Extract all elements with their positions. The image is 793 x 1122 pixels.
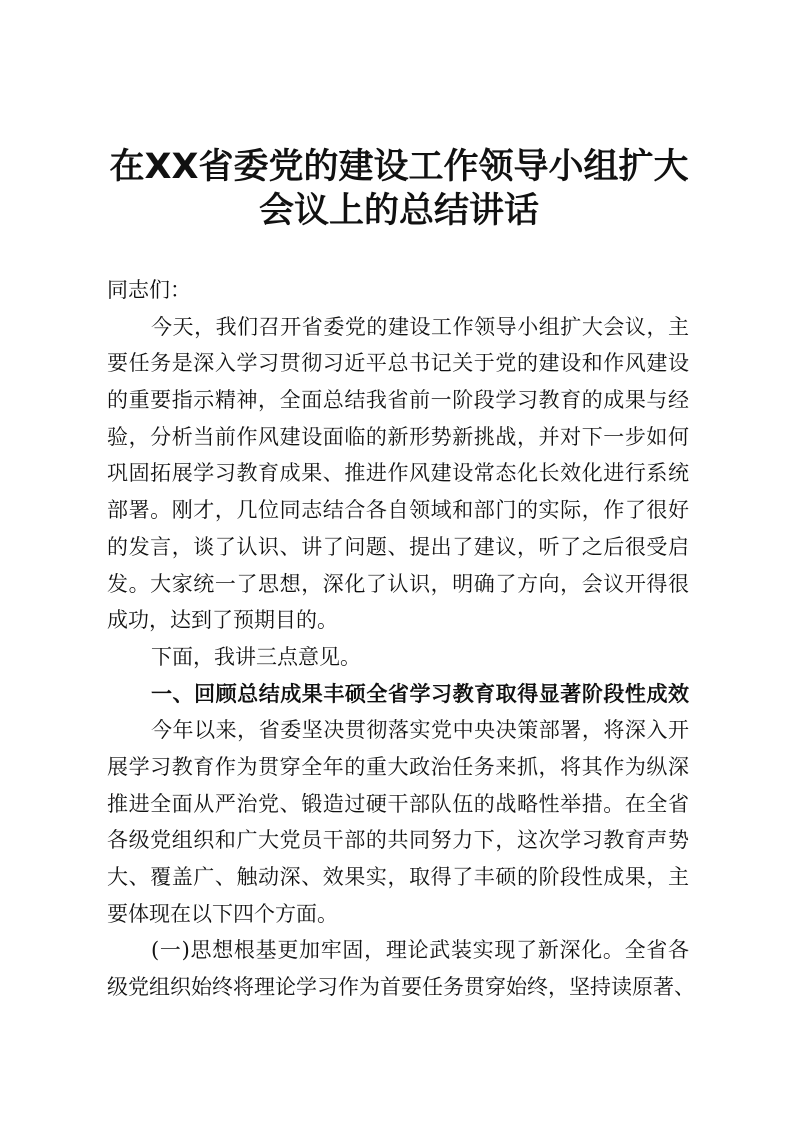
- paragraph-line: 发。大家统一了思想，深化了认识，明确了方向，会议开得很: [107, 571, 689, 596]
- paragraph-line: 各级党组织和广大党员干部的共同努力下，这次学习教育声势: [107, 828, 689, 853]
- paragraph-line: 要体现在以下四个方面。: [107, 901, 338, 926]
- paragraph-line: 的重要指示精神，全面总结我省前一阶段学习教育的成果与经: [107, 388, 689, 413]
- paragraph-line: 成功，达到了预期目的。: [107, 608, 338, 633]
- section-heading: 一、回顾总结成果丰硕全省学习教育取得显著阶段性成效: [151, 680, 689, 706]
- paragraph-line: 部署。刚才，几位同志结合各自领域和部门的实际，作了很好: [107, 498, 689, 523]
- salutation: 同志们：: [107, 278, 191, 302]
- document-body: [107, 272, 695, 1006]
- body-lines: [107, 309, 695, 1006]
- paragraph-line: 今年以来，省委坚决贯彻落实党中央决策部署，将深入开: [151, 718, 689, 743]
- paragraph-line: 级党组织始终将理论学习作为首要任务贯穿始终，坚持读原著、: [107, 975, 695, 1000]
- paragraph-line: 巩固拓展学习教育成果、推进作风建设常态化长效化进行系统: [107, 461, 689, 486]
- document-title-line-1: 在XX省委党的建设工作领导小组扩大: [109, 147, 689, 187]
- paragraph-line: 验，分析当前作风建设面临的新形势新挑战，并对下一步如何: [107, 424, 689, 449]
- paragraph-line: (一)思想根基更加牢固，理论武装实现了新深化。全省各: [151, 938, 689, 963]
- paragraph-line: 下面，我讲三点意见。: [151, 644, 361, 669]
- paragraph-line: 的发言，谈了认识、讲了问题、提出了建议，听了之后很受启: [107, 534, 689, 559]
- paragraph-line: 大、覆盖广、触动深、效果实，取得了丰硕的阶段性成果，主: [107, 865, 689, 889]
- document-title-line-2: 会议上的总结讲话: [258, 191, 539, 231]
- paragraph-line: 展学习教育作为贯穿全年的重大政治任务来抓，将其作为纵深: [107, 754, 689, 779]
- paragraph-line: 推进全面从严治党、锻造过硬干部队伍的战略性举措。在全省: [107, 791, 689, 816]
- paragraph-line: 今天，我们召开省委党的建设工作领导小组扩大会议，主: [151, 314, 689, 339]
- paragraph-line: 要任务是深入学习贯彻习近平总书记关于党的建设和作风建设: [107, 351, 689, 376]
